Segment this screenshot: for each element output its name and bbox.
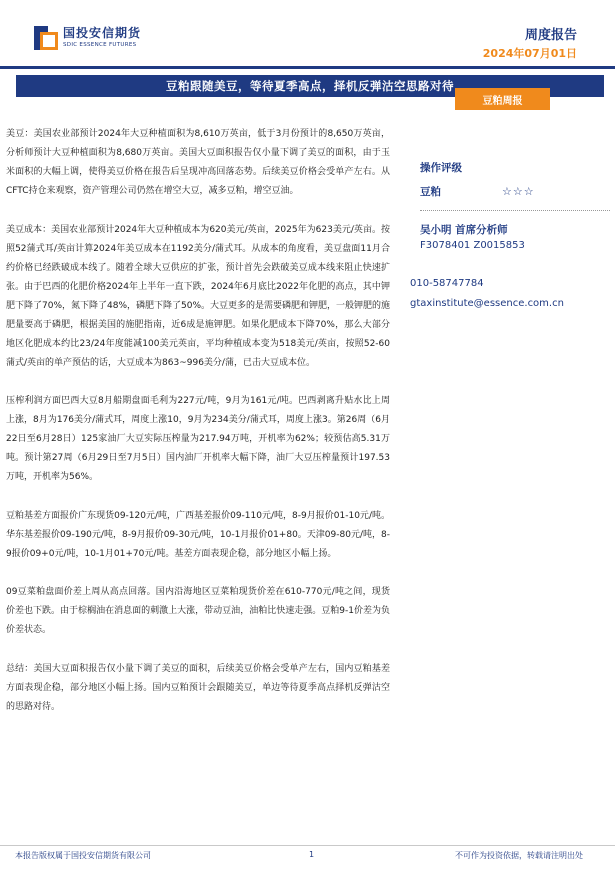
paragraph-us-soybean-cost: 美豆成本：美国农业部预计2024年大豆种植成本为620美元/英亩，2025年为623美元/英亩。按照52蒲式耳/英亩计算2024年美豆成本在1192美分/蒲式耳。从成本的角度看，美豆盘面11月合约价格已经跌破成本线了。随着全球大豆供应的扩张，预计首先会跌破美豆成本线来阻止快速扩张。由于巴西的化肥价格2024年上半年一直下跌，2024年6月底比2022年化肥的高点，其中钾肥下降了70%，氮下降了48%，磷肥下降了50%。大豆更多的是需要磷肥和钾肥，一般钾肥的施肥量要高于磷肥，根据美国的施肥指南，近6成是施钾肥。如果化肥成本下降70%，那么大部分地区化肥成本约比23/24年度能减100美元英亩，平均种植成本变为518美元/英亩，按照52-60蒲式/英亩的单产预估的话，大豆成本为863~996美分/蒲，已击大豆成本位。: [6, 224, 391, 368]
paragraph-crush-margin: 压榨利润方面巴西大豆8月船期盘面毛利为227元/吨，9月为161元/吨。巴西剥离升贴水比上周上涨，8月为176美分/蒲式耳，周度上涨10，9月为234美分/蒲式耳，周度上涨3。第26周（6月22日至6月28日）125家油厂大豆实际压榨量为217.94万吨，开机率为62%；较预估高5.31万吨。预计第27周（6月29日至7月5日）国内油厂开机率大幅下降，油厂大豆压榨量预计197.53万吨，开机率为56%。: [6, 396, 390, 482]
paragraph-meal-basis: 豆粕基差方面报价广东现货09-120元/吨，广西基差报价09-110元/吨，8-9月报价01-10元/吨。华东基差报价09-190元/吨，8-9月报价09-30元/吨，10-1月报价01+80。天津09-80元/吨，8-9报价09+0元/吨，10-1月01+70元/吨。基差方面表现企稳，部分地区小幅上扬。: [6, 510, 390, 559]
page-number: 1: [309, 850, 315, 859]
header-divider: [0, 66, 615, 69]
analyst-license-id: F3078401 Z0015853: [420, 240, 525, 251]
logo-english-name: SDIC ESSENCE FUTURES: [63, 42, 137, 48]
report-date: 2024年07月01日: [482, 47, 577, 60]
company-logo: [34, 26, 141, 50]
paragraph-summary: 总结：美国大豆面积报告仅小量下调了美豆的面积，后续美豆价格会受单产左右，国内豆粕基差方面表现企稳，部分地区小幅上扬。国内豆粕预计会跟随美豆，单边等待夏季高点择机反弹沽空的思路对待。: [6, 663, 390, 712]
rating-row: [420, 184, 610, 199]
footer-copyright: 本报告版权属于国投安信期货有限公司: [15, 851, 151, 860]
rating-title: 操作评级: [420, 162, 462, 174]
report-body: [6, 125, 390, 736]
report-sidebar: [410, 160, 610, 309]
rating-product: 豆粕: [420, 186, 441, 198]
analyst-name: 吴小明 首席分析师: [420, 224, 508, 236]
contact-email[interactable]: gtaxinstitute@essence.com.cn: [410, 298, 564, 309]
footer-divider: [0, 845, 615, 846]
report-category-tag: [455, 88, 550, 110]
report-header: [0, 0, 615, 70]
paragraph-us-soybean: 美豆：美国农业部预计2024年大豆种植面积为8,610万英亩，低于3月份预计的8,650万英亩，分析师预计大豆种植面积为8,680万英亩。美国大豆面积报告仅小量下调了美豆的面积，由于玉米面积的大幅上调，使得美豆价格在报告后呈现冲高回落态势。后续美豆价格会受单产左右。从CFTC持仓来观察，资产管理公司仍然在增空大豆，减多豆粕，增空豆油。: [6, 129, 390, 196]
logo-mark-icon: [34, 26, 58, 50]
contact-phone: 010-58747784: [410, 278, 484, 289]
paragraph-meal-spread: 09豆菜粕盘面价差上周从高点回落。国内沿海地区豆菜粕现货价差在610-770元/吨之间，现货价差也下跌。由于棕榈油在消息面的刺激上大涨，带动豆油，油粕比快速走强。豆粕9-1价差为负价差状态。: [6, 587, 390, 635]
report-type: 周度报告: [524, 28, 577, 43]
footer-disclaimer: 不可作为投资依据，转载请注明出处: [455, 851, 583, 860]
logo-chinese-name: 国投安信期货: [63, 26, 142, 40]
report-title: 豆粕跟随美豆，等待夏季高点，择机反弹沽空思路对待: [166, 79, 454, 93]
rating-stars-icon: ☆☆☆: [502, 185, 535, 198]
report-category-label: 豆粕周报: [482, 95, 523, 107]
sidebar-divider: [420, 210, 610, 211]
